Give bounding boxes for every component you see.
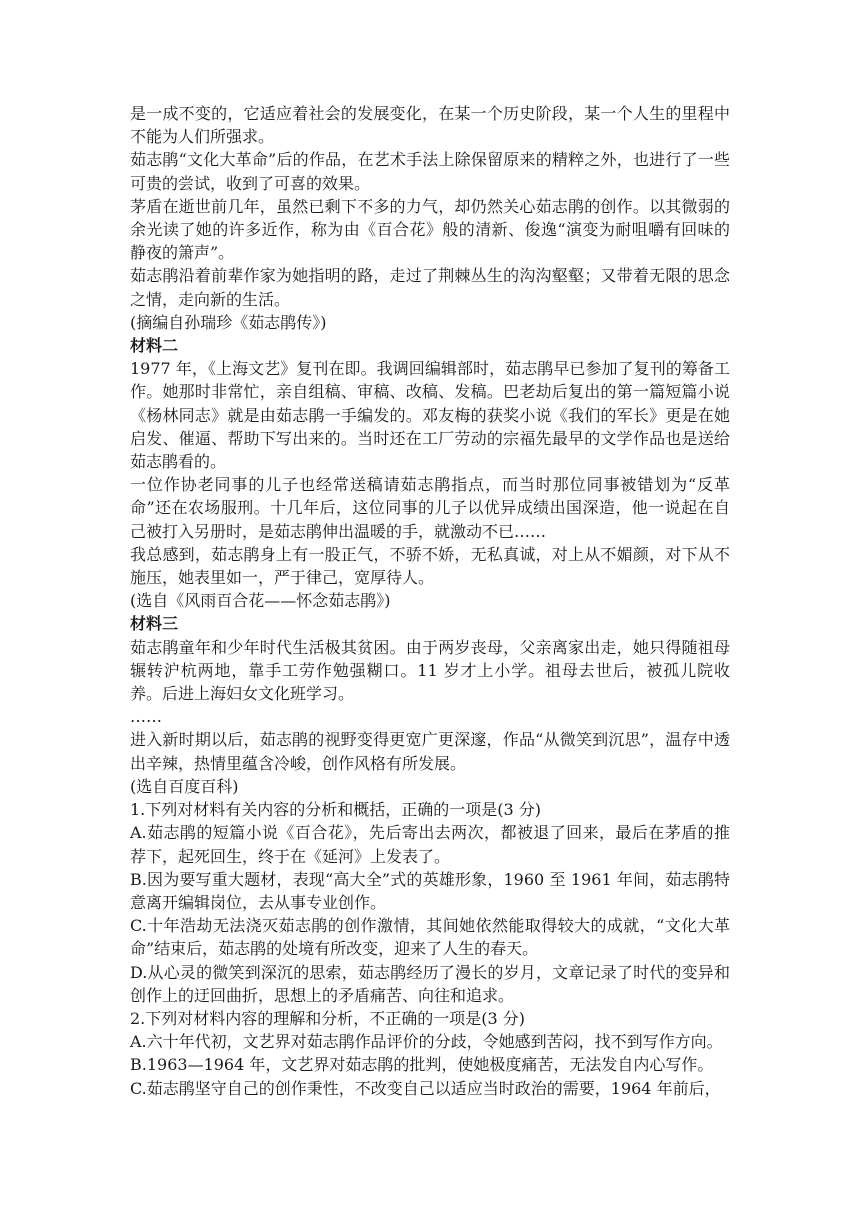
question-option: C.十年浩劫无法浇灭茹志鹃的创作激情，其间她依然能取得较大的成就，“文化大革命”结束后，茹志鹃的处境有所改变，迎来了人生的春天。 <box>130 916 730 959</box>
paragraph: 茹志鹃“文化大革命”后的作品，在艺术手法上除保留原来的精粹之外，也进行了一些可贵的尝试，收到了可喜的效果。 <box>130 150 730 193</box>
question-option: A.六十年代初，文艺界对茹志鹃作品评价的分歧，令她感到苦闷，找不到写作方向。 <box>130 1032 723 1052</box>
question-option: C.茹志鹃坚守自己的创作秉性，不改变自己以适应当时政治的需要，1964 年前后， <box>130 1078 721 1098</box>
paragraph: 进入新时期以后，茹志鹃的视野变得更宽广更深邃，作品“从微笑到沉思”，温存中透出辛辣，热情里蕴含冷峻，创作风格有所发展。 <box>130 730 730 773</box>
question-option: D.从心灵的微笑到深沉的思索，茹志鹃经历了漫长的岁月，文章记录了时代的变异和创作上的迂回曲折，思想上的矛盾痛苦、向往和追求。 <box>130 962 730 1005</box>
paragraph: 茅盾在逝世前几年，虽然已剩下不多的力气，却仍然关心茹志鹃的创作。以其微弱的余光读了她的许多近作，称为由《百合花》般的清新、俊逸“演变为耐咀嚼有回味的静夜的箫声”。 <box>130 196 730 263</box>
question-option: B.1963—1964 年，文艺界对茹志鹃的批判，使她极度痛苦，无法发自内心写作。 <box>130 1055 714 1075</box>
ellipsis: …… <box>130 707 162 727</box>
source-citation: (选自《风雨百合花——怀念茹志鹃》) <box>130 591 391 611</box>
question-stem: 2.下列对材料内容的理解和分析，不正确的一项是(3 分) <box>130 1008 526 1028</box>
paragraph: 一位作协老同事的儿子也经常送稿请茹志鹃指点，而当时那位同事被错划为“反革命”还在农场服刑。十几年后，这位同事的儿子以优异成绩出国深造，他一说起在自己被打入另册时，是茹志鹃伸出温暖的手，就激动不已…… <box>130 475 730 541</box>
question-option: A.茹志鹃的短篇小说《百合花》，先后寄出去两次，都被退了回来，最后在茅盾的推荐下，起死回生，终于在《延河》上发表了。 <box>130 823 730 866</box>
section-heading: 材料三 <box>130 614 179 634</box>
paragraph: 1977 年，《上海文艺》复刊在即。我调回编辑部时，茹志鹃早已参加了复刊的筹备工作。她那时非常忙，亲自组稿、审稿、改稿、发稿。巴老劫后复出的第一篇短篇小说《杨林同志》就是由茹志鹃一手编发的。邓友梅的获奖小说《我们的军长》更是在她启发、催逼、帮助下写出来的。当时还在工厂劳动的宗福先最早的文学作品也是送给茹志鹃看的。 <box>130 359 730 472</box>
source-citation: (摘编自孙瑞珍《茹志鹃传》) <box>130 312 327 332</box>
paragraph: 茹志鹃童年和少年时代生活极其贫困。由于两岁丧母，父亲离家出走，她只得随祖母辗转沪杭两地，靠手工劳作勉强糊口。11 岁才上小学。祖母去世后，被孤儿院收养。后进上海妇女文化班学习。 <box>130 637 730 704</box>
source-citation: (选自百度百科) <box>130 776 239 796</box>
paragraph: 我总感到，茹志鹃身上有一股正气，不骄不娇，无私真诚，对上从不媚颜，对下从不施压，她表里如一，严于律己，宽厚待人。 <box>130 544 730 588</box>
paragraph: 是一成不变的，它适应着社会的发展变化，在某一个历史阶段，某一个人生的里程中不能为人们所强求。 <box>130 104 730 147</box>
question-option: B.因为要写重大题材，表现“高大全”式的英雄形象，1960 至 1961 年间，茹志鹃特意离开编辑岗位，去从事专业创作。 <box>130 869 730 912</box>
paragraph: 茹志鹃沿着前辈作家为她指明的路，走过了荆棘丛生的沟沟壑壑；又带着无限的思念之情，走向新的生活。 <box>130 266 730 309</box>
section-heading: 材料二 <box>130 336 179 356</box>
document-page <box>130 102 730 1100</box>
question-stem: 1.下列对材料有关内容的分析和概括，正确的一项是(3 分) <box>130 800 542 820</box>
